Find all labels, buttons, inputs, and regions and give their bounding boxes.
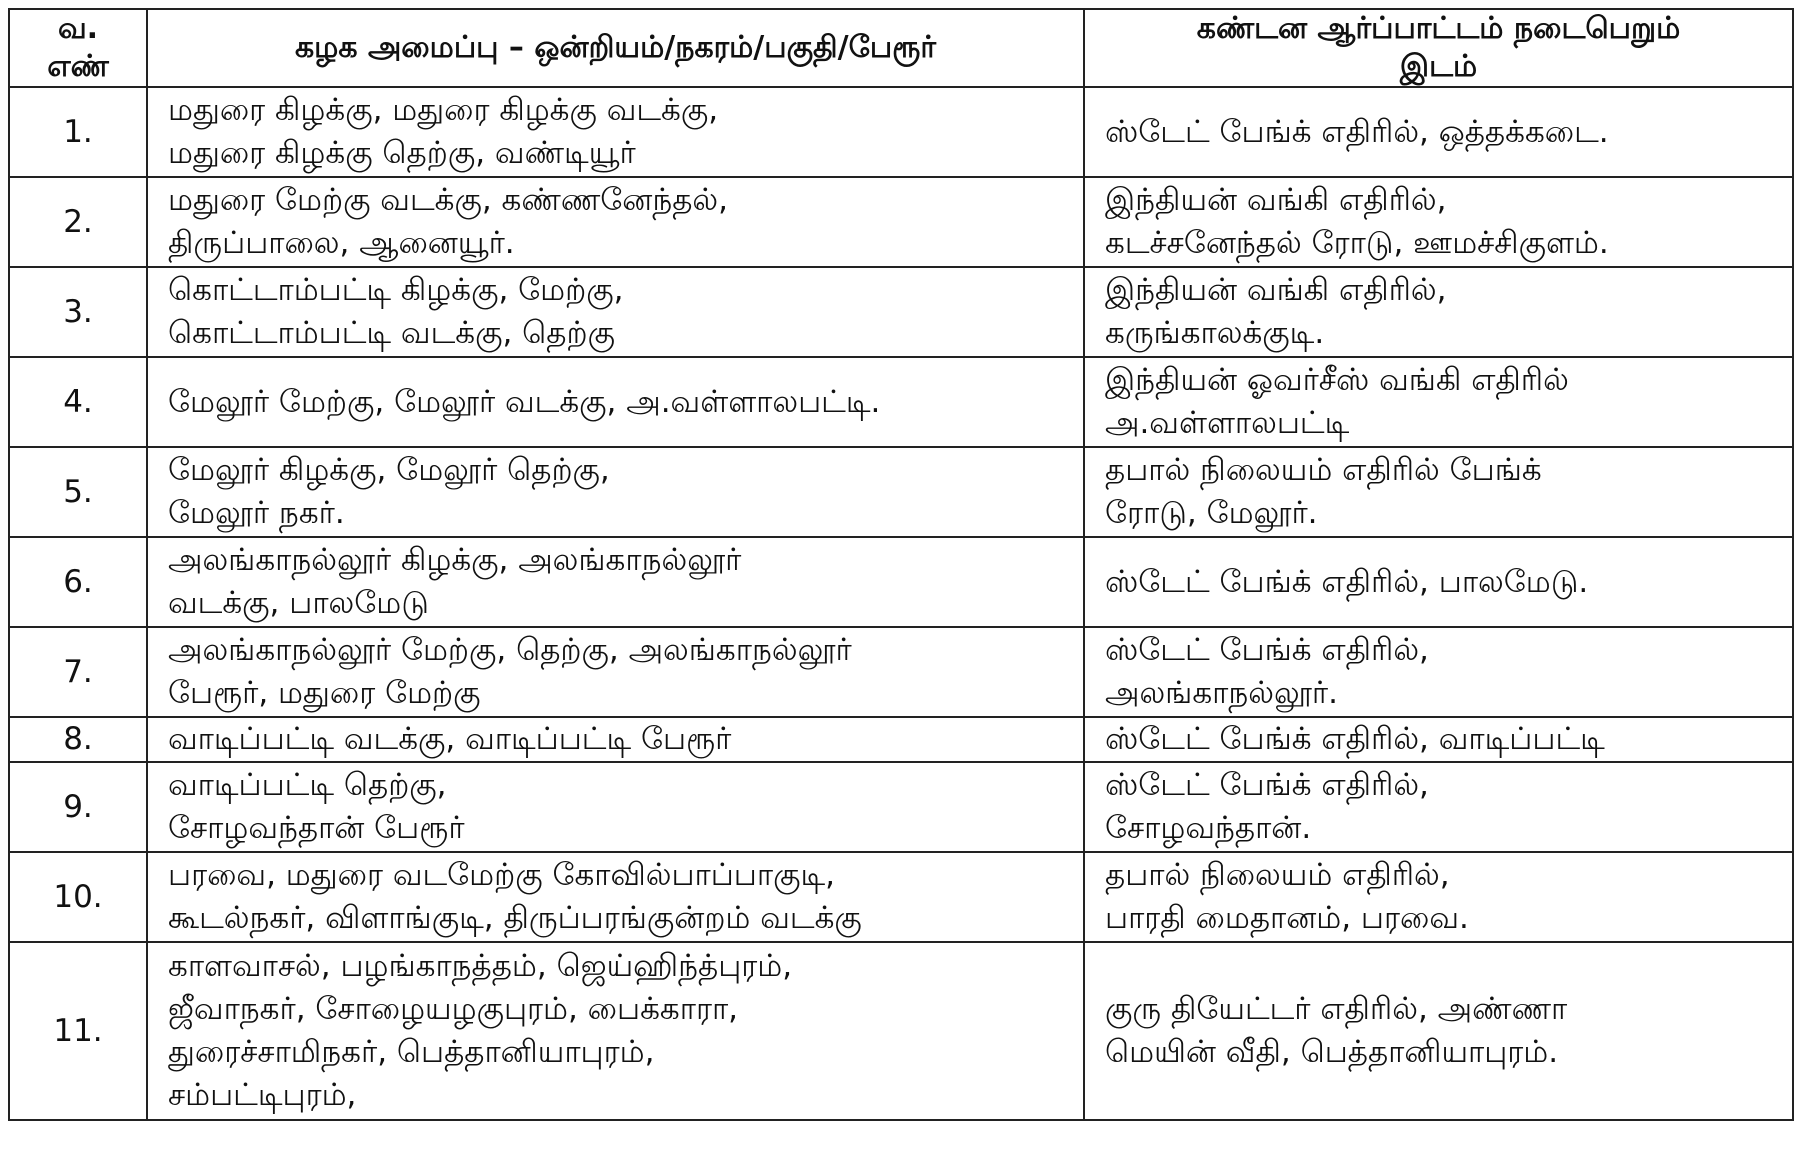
row-serial-number: 10. [9,852,147,942]
cell-line: துரைச்சாமிநகர், பெத்தானியாபுரம், [168,1034,655,1070]
cell-line: மேலூர் கிழக்கு, மேலூர் தெற்கு, [168,452,610,488]
row-venue [1084,627,1793,717]
cell-line: அலங்காநல்லூர் மேற்கு, தெற்கு, அலங்காநல்லூர் [168,632,852,668]
header-line: கழக அமைப்பு – ஒன்றியம்/நகரம்/பகுதி/பேரூர் [294,30,937,65]
table-row [9,267,1793,357]
cell-line: தபால் நிலையம் எதிரில் பேங்க் [1105,452,1542,488]
cell-line: மேலூர் நகர். [168,495,345,531]
row-party-unit [147,942,1084,1120]
cell-line: மெயின் வீதி, பெத்தானியாபுரம். [1105,1034,1559,1070]
cell-line: குரு தியேட்டர் எதிரில், அண்ணா [1105,991,1568,1027]
table-row [9,537,1793,627]
cell-line: அ.வள்ளாலபட்டி [1105,405,1350,441]
protest-venue-table [8,8,1794,1121]
table-row [9,447,1793,537]
table-row [9,852,1793,942]
table-row [9,627,1793,717]
cell-line: ஸ்டேட் பேங்க் எதிரில், [1105,767,1429,803]
cell-line: இந்தியன் வங்கி எதிரில், [1105,272,1447,308]
cell-line: வாடிப்பட்டி தெற்கு, [168,767,447,803]
cell-line: வடக்கு, பாலமேடு [168,585,429,621]
cell-line: மதுரை மேற்கு வடக்கு, கண்ணனேந்தல், [168,182,729,218]
cell-line: ஸ்டேட் பேங்க் எதிரில், ஒத்தக்கடை. [1105,113,1609,150]
row-party-unit [147,267,1084,357]
header-serial-number [9,9,147,87]
table-row [9,717,1793,762]
cell-line: கொட்டாம்பட்டி கிழக்கு, மேற்கு, [168,272,624,308]
row-serial-number: 6. [9,537,147,627]
row-serial-number: 4. [9,357,147,447]
cell-line: மேலூர் மேற்கு, மேலூர் வடக்கு, அ.வள்ளாலபட்டி. [168,383,881,420]
row-venue [1084,177,1793,267]
cell-line: கருங்காலக்குடி. [1105,315,1325,351]
cell-line: அலங்காநல்லூர் கிழக்கு, அலங்காநல்லூர் [168,542,742,578]
cell-line: தபால் நிலையம் எதிரில், [1105,857,1450,893]
document-page [8,8,1792,1138]
row-party-unit [147,762,1084,852]
row-party-unit [147,537,1084,627]
row-serial-number: 5. [9,447,147,537]
cell-line: ஜீவாநகர், சோழையழகுபுரம், பைக்காரா, [168,991,739,1027]
table-row [9,177,1793,267]
header-protest-venue [1084,9,1793,87]
table-row [9,942,1793,1120]
cell-line: வாடிப்பட்டி வடக்கு, வாடிப்பட்டி பேரூர் [168,721,732,757]
cell-line: அலங்காநல்லூர். [1105,675,1338,711]
cell-line: ஸ்டேட் பேங்க் எதிரில், [1105,632,1429,668]
row-venue [1084,447,1793,537]
row-party-unit [147,87,1084,177]
cell-line: கொட்டாம்பட்டி வடக்கு, தெற்கு [168,315,615,351]
header-line: எண் [47,49,109,84]
row-venue [1084,537,1793,627]
row-party-unit [147,627,1084,717]
header-line: வ. [57,11,99,46]
cell-line: இந்தியன் ஓவர்சீஸ் வங்கி எதிரில் [1105,362,1569,398]
cell-line: ரோடு, மேலூர். [1105,495,1318,531]
row-venue [1084,942,1793,1120]
cell-line: ஸ்டேட் பேங்க் எதிரில், பாலமேடு. [1105,563,1589,600]
row-serial-number: 11. [9,942,147,1120]
row-venue [1084,267,1793,357]
row-party-unit [147,447,1084,537]
row-party-unit [147,852,1084,942]
cell-line: கடச்சனேந்தல் ரோடு, ஊமச்சிகுளம். [1105,225,1609,261]
row-serial-number: 3. [9,267,147,357]
header-line: இடம் [1399,49,1478,84]
row-party-unit [147,177,1084,267]
cell-line: கூடல்நகர், விளாங்குடி, திருப்பரங்குன்றம் வடக்கு [168,900,862,936]
row-serial-number: 1. [9,87,147,177]
table-row [9,762,1793,852]
row-serial-number: 2. [9,177,147,267]
cell-line: பாரதி மைதானம், பரவை. [1105,900,1469,936]
table-header-row [9,9,1793,87]
row-venue [1084,357,1793,447]
cell-line: சோழவந்தான். [1105,810,1312,846]
cell-line: பரவை, மதுரை வடமேற்கு கோவில்பாப்பாகுடி, [168,857,835,893]
table-row [9,357,1793,447]
cell-line: மதுரை கிழக்கு தெற்கு, வண்டியூர் [168,135,636,171]
row-venue [1084,87,1793,177]
row-serial-number: 9. [9,762,147,852]
header-party-unit [147,9,1084,87]
cell-line: பேரூர், மதுரை மேற்கு [168,675,481,711]
row-party-unit [147,357,1084,447]
row-party-unit [147,717,1084,762]
cell-line: ஸ்டேட் பேங்க் எதிரில், வாடிப்பட்டி [1105,721,1605,757]
row-venue [1084,852,1793,942]
cell-line: காளவாசல், பழங்காநத்தம், ஜெய்ஹிந்த்புரம், [168,948,793,984]
cell-line: சம்பட்டிபுரம், [168,1077,357,1113]
row-serial-number: 8. [9,717,147,762]
header-line: கண்டன ஆர்ப்பாட்டம் நடைபெறும் [1196,11,1681,46]
row-venue [1084,762,1793,852]
table-row [9,87,1793,177]
cell-line: சோழவந்தான் பேரூர் [168,810,465,846]
cell-line: மதுரை கிழக்கு, மதுரை கிழக்கு வடக்கு, [168,92,719,128]
row-venue [1084,717,1793,762]
row-serial-number: 7. [9,627,147,717]
cell-line: திருப்பாலை, ஆனையூர். [168,225,515,261]
cell-line: இந்தியன் வங்கி எதிரில், [1105,182,1447,218]
